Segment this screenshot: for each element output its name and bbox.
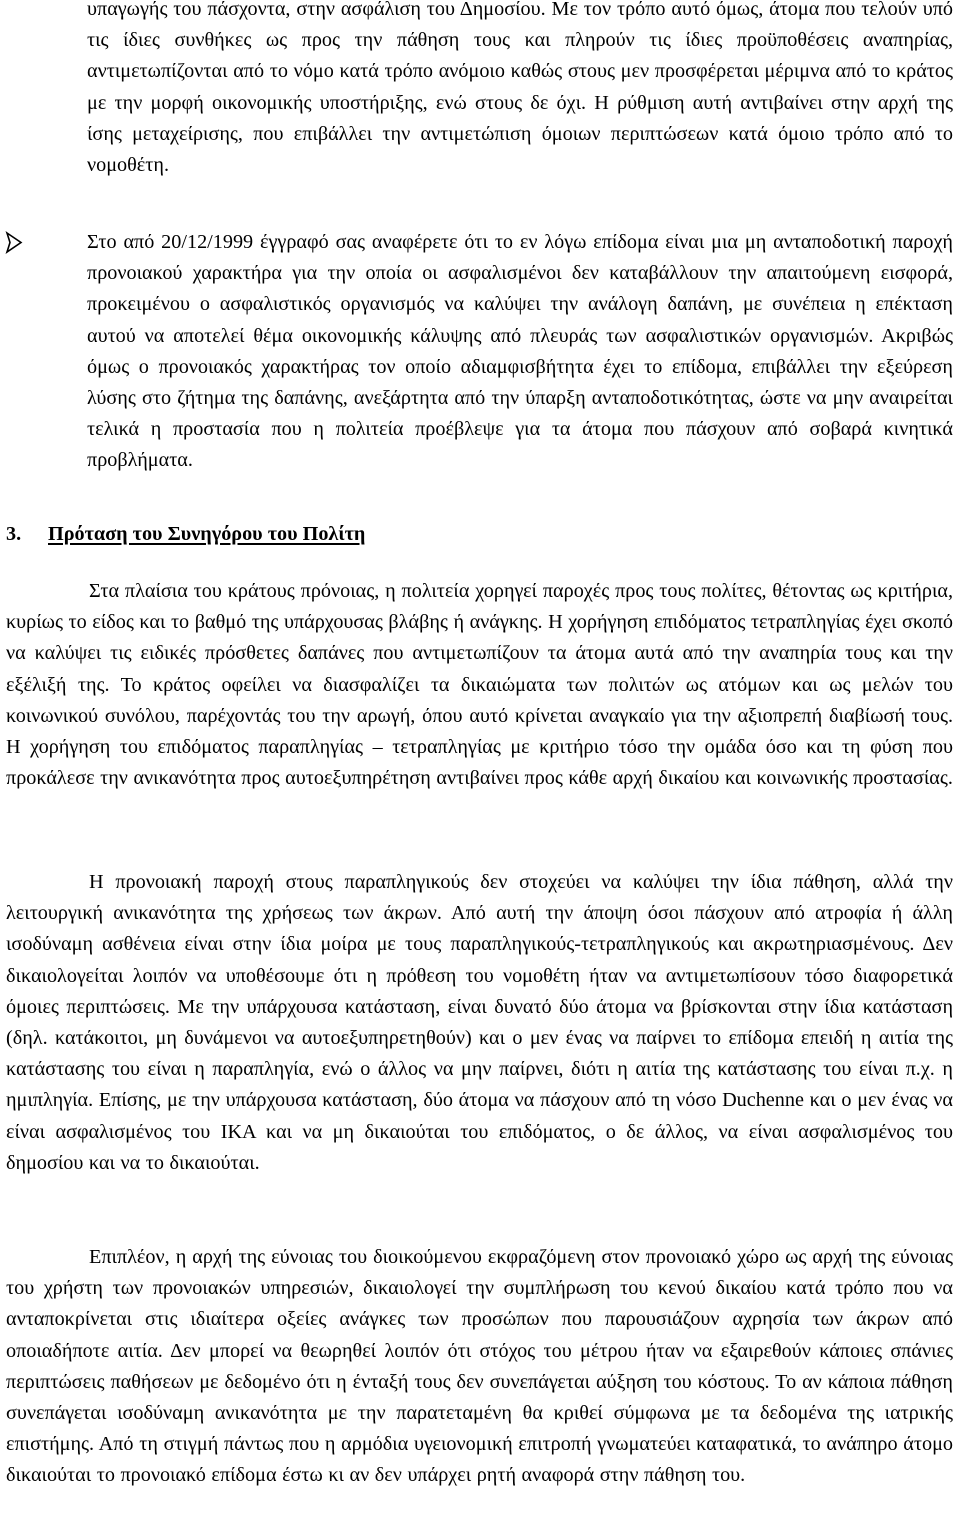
bullet-item [87,227,953,477]
bullet-paragraph: Στο από 20/12/1999 έγγραφό σας αναφέρετε ότι το εν λόγω επίδομα είναι μια μη ανταποδοτική παροχή προνοιακού χαρακτήρα για την οποία οι ασφαλισμένοι δεν καταβάλλουν την απαιτούμενη εισφορά, προκειμένου ο ασφαλιστικός οργανισμός να καλύψει την ανάλογη δαπάνη, με συνέπεια η επέκταση αυτού να αποτελεί θέμα οικονομικής κάλυψης από πλευράς των ασφαλιστικών οργανισμών. Ακριβώς όμως ο προνοιακός χαρακτήρας τον οποίο αδιαμφισβήτητα έχει το επίδομα, επιβάλλει την εξεύρεση λύσης στο ζήτημα της δαπάνης, ανεξάρτητα από την ύπαρξη ανταποδοτικότητας, ώστε να μην αναιρείται τελικά η προστασία που η πολιτεία προέβλεψε για τα άτομα που πάσχουν από σοβαρά κινητικά προβλήματα. [87,231,953,472]
section-title: Πρόταση του Συνηγόρου του Πολίτη [48,523,366,545]
body-paragraph-1: Στα πλαίσια του κράτους πρόνοιας, η πολιτεία χορηγεί παροχές προς τους πολίτες, θέτοντας ως κριτήρια, κυρίως το είδος και το βαθμό της υπάρχουσας βλάβης ή ανάγκης. Η χορήγηση επιδόματος τετραπληγίας έχει σκοπό να καλύψει τις ειδικές πρόσθετες δαπάνες που αντιμετωπίζουν τα άτομα αυτά από την αναπηρία τους και την εξέλιξή της. Το κράτος οφείλει να διασφαλίζει τα δικαιώματα των πολιτών ως ατόμων και ως μελών του κοινωνικού συνόλου, παρέχοντάς του την αρωγή, όπου αυτό κρίνεται αναγκαίο για την αξιοπρεπή διαβίωσή τους. Η χορήγηση του επιδόματος παραπληγίας – τετραπληγίας με κριτήριο τόσο την ομάδα όσο και τη φύση που προκάλεσε την ανικανότητα προς αυτοεξυπηρέτηση αντιβαίνει προς κάθε αρχή δικαίου και κοινωνικής προστασίας. [6,580,953,790]
arrowhead-bullet-icon [0,227,29,258]
intro-paragraph: υπαγωγής του πάσχοντα, στην ασφάλιση του Δημοσίου. Με τον τρόπο αυτό όμως, άτομα που τελούν υπό τις ίδιες συνθήκες ως προς την πάθηση τους και πληρούν τις ίδιες προϋποθέσεις αναπηρίας, αντιμετωπίζονται από το νόμο κατά τρόπο ανόμοιο καθώς στους μεν προσφέρεται μέριμνα από το κράτος με την μορφή οικονομικής υποστήριξης, ενώ στους δε όχι. Η ρύθμιση αυτή αντιβαίνει στην αρχή της ίσης μεταχείρισης, που επιβάλλει την αντιμετώπιση όμοιων περιπτώσεων κατά όμοιο τρόπο από το νομοθέτη. [87,0,953,177]
section-number: 3. [6,523,22,545]
section-heading [6,519,365,550]
body-paragraph-2: Η προνοιακή παροχή στους παραπληγικούς δεν στοχεύει να καλύψει την ίδια πάθηση, αλλά την λειτουργική ανικανότητα της χρήσεως των άκρων. Από αυτή την άποψη όσοι πάσχουν από ατροφία ή άλλη ισοδύναμη ασθένεια είναι στην ίδια μοίρα με τους παραπληγικούς-τετραπληγικούς και ακρωτηριασμένους. Δεν δικαιολογείται λοιπόν να υποθέσουμε ότι η πρόθεση του νομοθέτη ήταν να αντιμετωπίσουν τόσο διαφορετικά όμοιες περιπτώσεις. Με την υπάρχουσα κατάσταση, είναι δυνατό δύο άτομα να βρίσκονται στην ίδια κατάσταση (δηλ. κατάκοιτοι, μη δυνάμενοι να αυτοεξυπηρετηθούν) και ο μεν ένας να παίρνει το επίδομα επειδή η αιτία της κατάστασης του είναι η παραπληγία, ενώ ο άλλος να μην παίρνει, διότι η αιτία της κατάστασης του είναι π.χ. η ημιπληγία. Επίσης, με την υπάρχουσα κατάσταση, δύο άτομα να πάσχουν από τη νόσο Duchenne και ο μεν ένας να είναι ασφαλισμένος του ΙΚΑ και να μη δικαιούται του επιδόματος, ο δε άλλος, να είναι ασφαλισμένος του δημοσίου και να το δικαιούται. [6,871,953,1174]
body-paragraph-3: Επιπλέον, η αρχή της εύνοιας του διοικούμενου εκφραζόμενη στον προνοιακό χώρο ως αρχή της εύνοιας του χρήστη των προνοιακών υπηρεσιών, δικαιολογεί την συμπλήρωση του κενού δικαίου κατά τρόπο που να ανταποκρίνεται στις ιδιαίτερα οξείες ανάγκες των προσώπων που παρουσιάζουν αχρησία των άκρων από οποιαδήποτε αιτία. Δεν μπορεί να θεωρηθεί λοιπόν ότι στόχος του μέτρου ήταν να εξαιρεθούν κάποιες σπάνιες περιπτώσεις παθήσεων με δεδομένο ότι η ένταξή τους δεν συνεπάγεται αύξηση του κόστους. Το αν κάποια πάθηση συνεπάγεται ισοδύναμη ανικανότητα με την παρατεταμένη θα κριθεί σύμφωνα με τα δεδομένα της ιατρικής επιστήμης. Από τη στιγμή πάντως που η αρμόδια υγειονομική επιτροπή γνωματεύει καταφατικά, το ανάπηρο άτομο δικαιούται το προνοιακό επίδομα έστω κι αν δεν υπάρχει ρητή αναφορά στην πάθηση του. [6,1246,953,1487]
